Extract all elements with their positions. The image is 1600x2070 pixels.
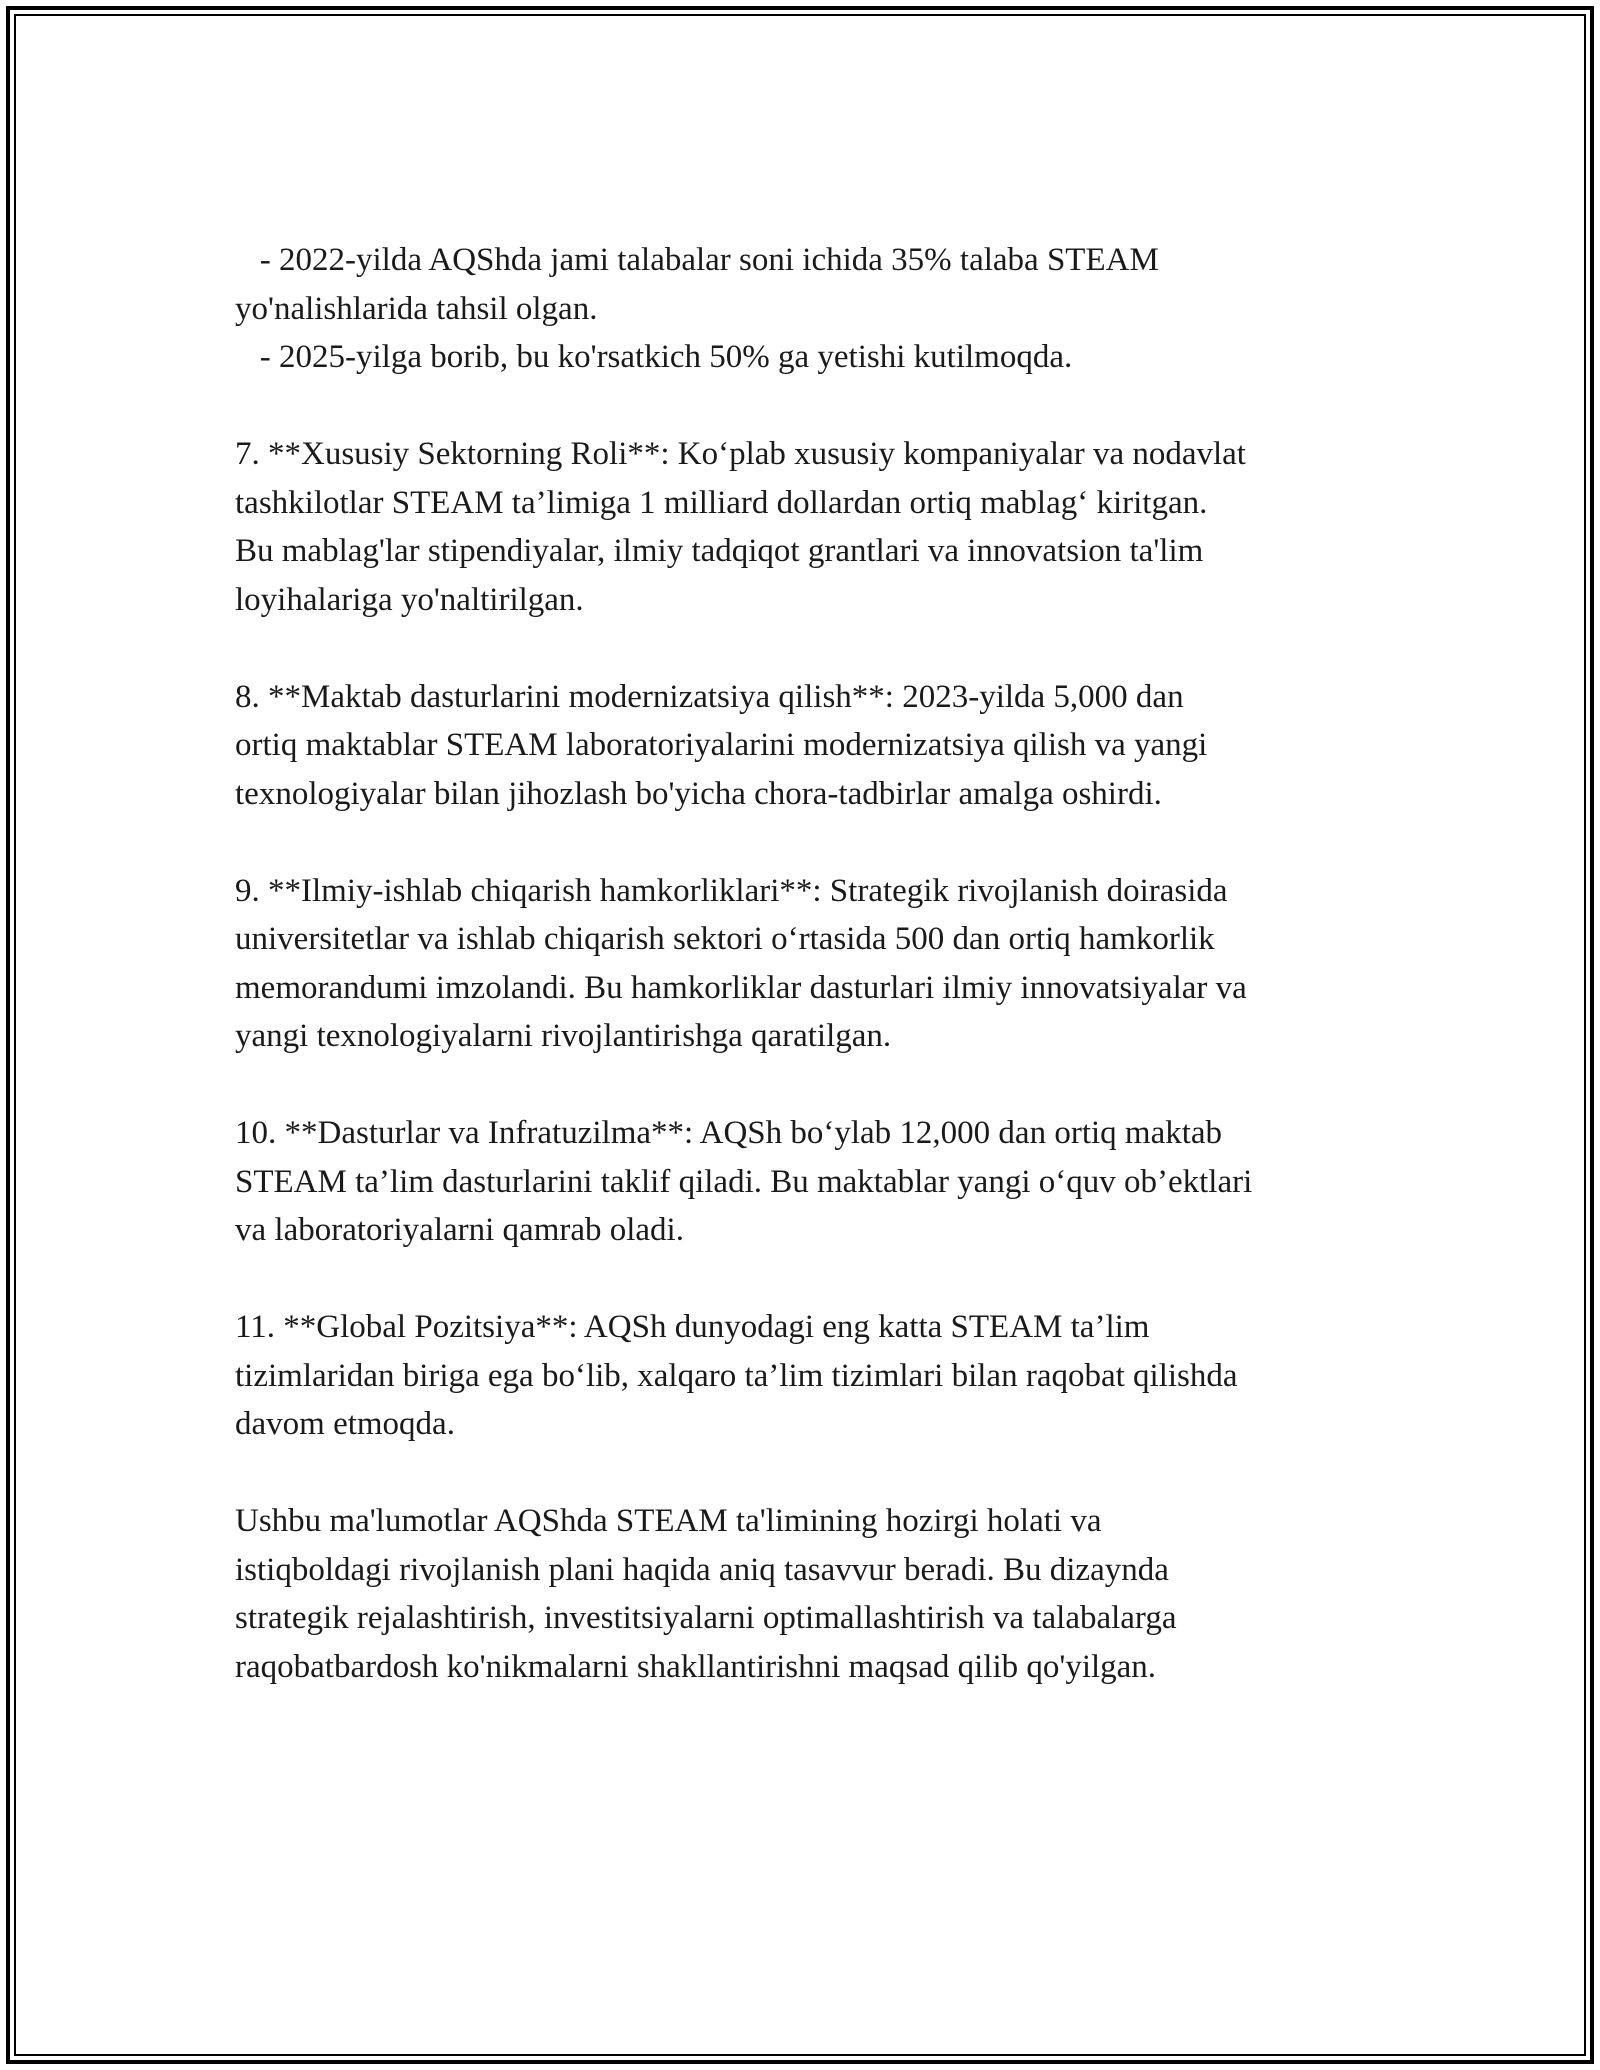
document-body [235, 236, 1395, 1691]
paragraph-dasturlar-infratuzilma [235, 1109, 1395, 1255]
bullet-list [235, 236, 1395, 382]
text-line: loyihalariga yo'naltirilgan. [235, 581, 584, 618]
bullet-item [235, 236, 1395, 333]
text-line: 10. **Dasturlar va Infratuzilma**: AQSh bo‘ylab 12,000 dan ortiq maktab [235, 1115, 1223, 1151]
paragraph-conclusion [235, 1497, 1395, 1691]
paragraph-gap [235, 1449, 1395, 1498]
paragraph-xususiy-sektor [235, 430, 1395, 624]
text-line: istiqboldagi rivojlanish plani haqida aniq tasavvur beradi. Bu dizaynda [235, 1551, 1169, 1588]
text-line: davom etmoqda. [235, 1406, 455, 1442]
text-line: Ushbu ma'lumotlar AQShda STEAM ta'limining hozirgi holati va [235, 1503, 1102, 1539]
text-line: - 2022-yilda AQShda jami talabalar soni ichida 35% talaba STEAM [235, 242, 1159, 278]
text-line: universitetlar va ishlab chiqarish sektori o‘rtasida 500 dan ortiq hamkorlik [235, 921, 1215, 957]
text-line: yo'nalishlarida tahsil olgan. [235, 290, 598, 327]
text-line: va laboratoriyalarni qamrab oladi. [235, 1212, 684, 1248]
paragraph-ilmiy-hamkorlik [235, 867, 1395, 1061]
text-line: 9. **Ilmiy-ishlab chiqarish hamkorliklari**: Strategik rivojlanish doirasida [235, 872, 1228, 909]
paragraph-global-pozitsiya [235, 1303, 1395, 1449]
paragraph-gap [235, 1255, 1395, 1304]
text-line: Bu mablag'lar stipendiyalar, ilmiy tadqiqot grantlari va innovatsion ta'lim [235, 533, 1204, 569]
paragraph-gap [235, 382, 1395, 431]
text-line: 7. **Xususiy Sektorning Roli**: Ko‘plab xususiy kompaniyalar va nodavlat [235, 436, 1246, 472]
text-line: raqobatbardosh ko'nikmalarni shakllantirishni maqsad qilib qo'yilgan. [235, 1648, 1157, 1685]
bullet-item [235, 333, 1395, 382]
paragraph-gap [235, 624, 1395, 673]
text-line: texnologiyalar bilan jihozlash bo'yicha chora-tadbirlar amalga oshirdi. [235, 775, 1162, 812]
text-line: 11. **Global Pozitsiya**: AQSh dunyodagi eng katta STEAM ta’lim [235, 1309, 1150, 1345]
paragraph-gap [235, 818, 1395, 867]
text-line: 8. **Maktab dasturlarini modernizatsiya qilish**: 2023-yilda 5,000 dan [235, 678, 1184, 715]
text-line: STEAM ta’lim dasturlarini taklif qiladi. Bu maktablar yangi o‘quv ob’ektlari [235, 1163, 1253, 1200]
text-line: strategik rejalashtirish, investitsiyalarni optimallashtirish va talabalarga [235, 1600, 1177, 1636]
text-line: - 2025-yilga borib, bu ko'rsatkich 50% ga yetishi kutilmoqda. [235, 339, 1073, 375]
paragraph-maktab-dasturlari [235, 673, 1395, 819]
paragraph-gap [235, 1061, 1395, 1110]
text-line: tashkilotlar STEAM ta’limiga 1 milliard dollardan ortiq mablag‘ kiritgan. [235, 484, 1208, 521]
text-line: yangi texnologiyalarni rivojlantirishga qaratilgan. [235, 1018, 892, 1054]
text-line: tizimlaridan biriga ega bo‘lib, xalqaro ta’lim tizimlari bilan raqobat qilishda [235, 1357, 1238, 1394]
text-line: memorandumi imzolandi. Bu hamkorliklar dasturlari ilmiy innovatsiyalar va [235, 969, 1247, 1006]
text-line: ortiq maktablar STEAM laboratoriyalarini modernizatsiya qilish va yangi [235, 727, 1208, 763]
